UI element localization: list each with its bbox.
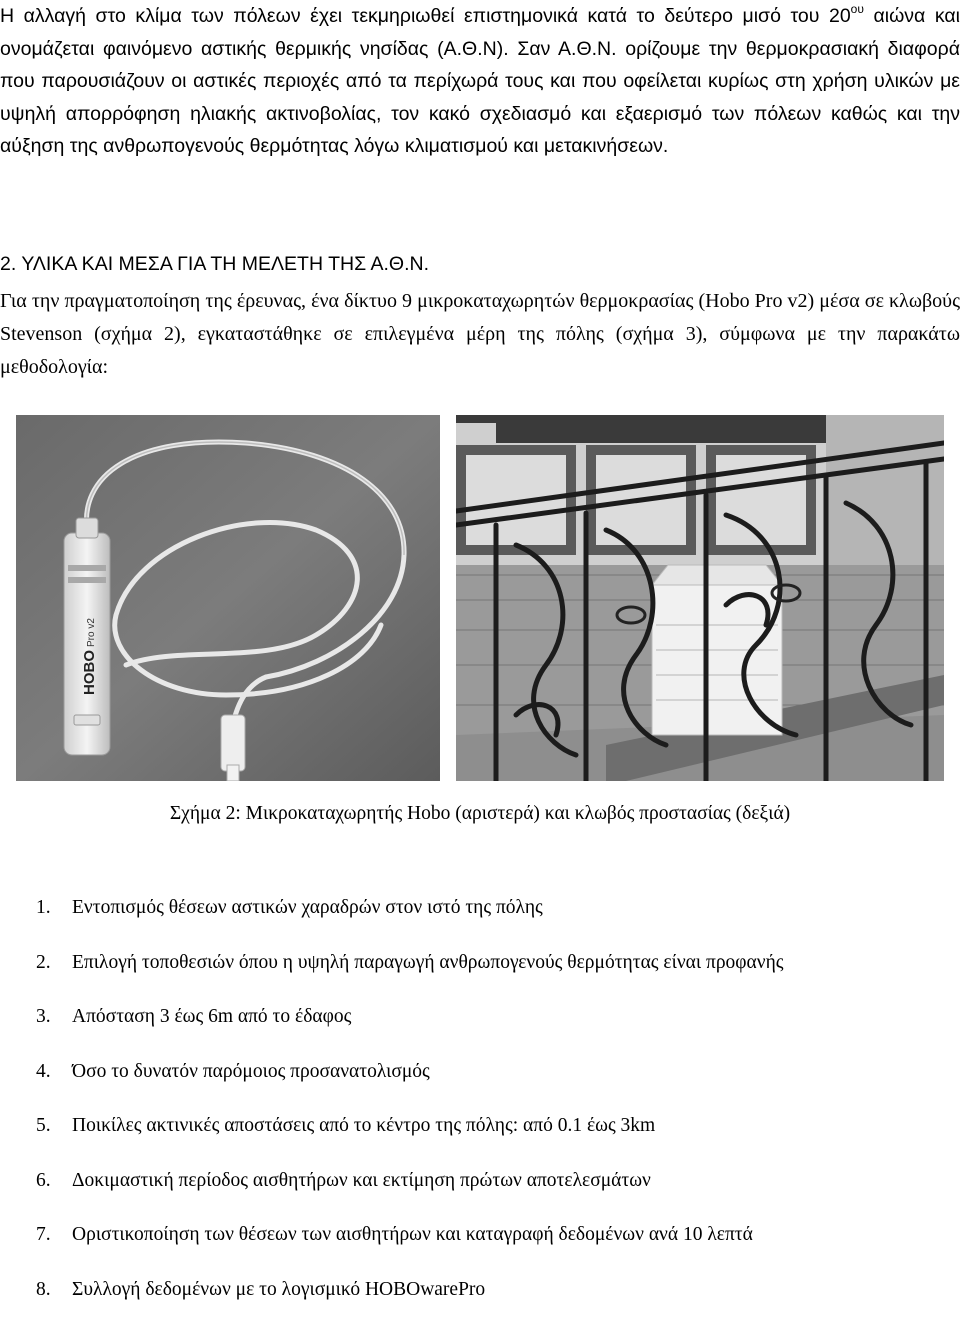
methodology-list [0, 894, 784, 1330]
step-number: 3. [0, 1003, 72, 1031]
intro-paragraph [0, 0, 960, 163]
list-item [0, 1112, 784, 1167]
step-text: Ποικίλες ακτινικές αποστάσεις από το κέντρο της πόλης: από 0.1 έως 3km [72, 1115, 655, 1136]
list-item [0, 1167, 784, 1222]
hobo-logger-photo [16, 415, 440, 781]
step-text: Εντοπισμός θέσεων αστικών χαραδρών στον ιστό της πόλης [72, 897, 543, 918]
stevenson-screen-photo [456, 415, 944, 781]
intro-text-part2: αιώνα και ονομάζεται φαινόμενο αστικής θερμικής νησίδας (Α.Θ.Ν). Σαν Α.Θ.Ν. ορίζουμε την θερμοκρασιακή διαφορά που παρουσιάζουν οι αστικές περιοχές από τα περίχωρά τους και που οφείλεται κυρίως στη χρήση υλικών με υψηλή απορρόφηση ηλιακής ακτινοβολίας, τον κακό σχεδιασμό και εξαερισμό των πόλεων καθώς και την αύξηση της ανθρωπογενούς θερμότητας λόγω κλιματισμού και μετακινήσεων. [0, 5, 960, 157]
step-text: Συλλογή δεδομένων με το λογισμικό HOBOwarePro [72, 1279, 485, 1300]
step-text: Επιλογή τοποθεσιών όπου η υψηλή παραγωγή ανθρωπογενούς θερμότητας είναι προφανής [72, 952, 784, 973]
list-item [0, 1003, 784, 1058]
intro-text-part1: Η αλλαγή στο κλίμα των πόλεων έχει τεκμηριωθεί επιστημονικά κατά το δεύτερο μισό του 20 [0, 5, 851, 27]
figure-caption: Σχήμα 2: Μικροκαταχωρητής Hobo (αριστερά) και κλωβός προστασίας (δεξιά) [0, 800, 960, 828]
step-number: 8. [0, 1276, 72, 1304]
intro-superscript: ου [851, 2, 864, 16]
step-text: Απόσταση 3 έως 6m από το έδαφος [72, 1006, 351, 1027]
logger-label: HOBO [81, 650, 98, 695]
step-number: 6. [0, 1167, 72, 1195]
step-number: 5. [0, 1112, 72, 1140]
step-text: Οριστικοποίηση των θέσεων των αισθητήρων και καταγραφή δεδομένων ανά 10 λεπτά [72, 1224, 753, 1245]
section-heading: 2. ΥΛΙΚΑ ΚΑΙ ΜΕΣΑ ΓΙΑ ΤΗ ΜΕΛΕΤΗ ΤΗΣ Α.Θ.Ν. [0, 250, 429, 278]
list-item [0, 1058, 784, 1113]
step-text: Όσο το δυνατόν παρόμοιος προσανατολισμός [72, 1061, 430, 1082]
list-item [0, 949, 784, 1004]
step-text: Δοκιμαστική περίοδος αισθητήρων και εκτίμηση πρώτων αποτελεσμάτων [72, 1170, 651, 1191]
methods-paragraph: Για την πραγματοποίηση της έρευνας, ένα δίκτυο 9 μικροκαταχωρητών θερμοκρασίας (Hobo Pro v2) μέσα σε κλωβούς Stevenson (σχήμα 2), εγκαταστάθηκε σε επιλεγμένα μέρη της πόλης (σχήμα 3), σύμφωνα με την παρακάτω μεθοδολογία: [0, 285, 960, 384]
list-item [0, 1221, 784, 1276]
list-item [0, 894, 784, 949]
step-number: 1. [0, 894, 72, 922]
step-number: 4. [0, 1058, 72, 1086]
list-item [0, 1276, 784, 1330]
logger-sublabel: Pro v2 [86, 618, 97, 647]
step-number: 7. [0, 1221, 72, 1249]
step-number: 2. [0, 949, 72, 977]
